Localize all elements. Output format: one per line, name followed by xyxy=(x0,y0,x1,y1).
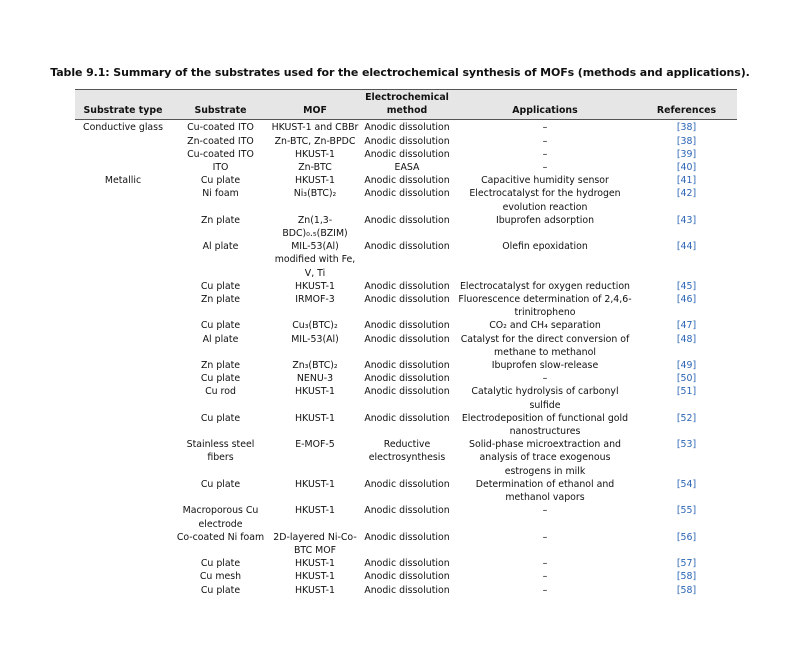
cell-reference[interactable]: [55] xyxy=(676,505,697,517)
cell-substrate: Cu mesh xyxy=(199,571,242,583)
cell-application: Capacitive humidity sensor xyxy=(481,175,609,187)
cell-substrate-type xyxy=(75,478,171,504)
cell-substrate-type xyxy=(75,333,171,359)
cell-application: – xyxy=(542,162,548,174)
cell-method: Anodic dissolution xyxy=(364,505,450,517)
cell-reference[interactable]: [56] xyxy=(676,531,697,543)
cell-application: – xyxy=(542,584,548,596)
table-row xyxy=(75,135,737,148)
cell-mof: MIL-53(Al) xyxy=(291,333,339,345)
cell-substrate-type xyxy=(75,161,171,174)
cell-method: Anodic dissolution xyxy=(364,558,450,570)
cell-mof: HKUST-1 xyxy=(295,505,335,517)
cell-substrate: Macroporous Cu electrode xyxy=(182,505,259,530)
cell-method: Anodic dissolution xyxy=(364,373,450,385)
cell-substrate: Co-coated Ni foam xyxy=(176,531,265,543)
cell-substrate: Zn-coated ITO xyxy=(187,135,254,147)
cell-application: Catalyst for the direct conversion of methane to methanol xyxy=(460,333,630,358)
cell-substrate: Cu-coated ITO xyxy=(187,122,254,134)
cell-substrate-type xyxy=(75,359,171,372)
cell-reference[interactable]: [58] xyxy=(676,571,697,583)
cell-application: – xyxy=(542,373,548,385)
cell-method: Anodic dissolution xyxy=(364,386,450,398)
cell-reference[interactable]: [46] xyxy=(676,294,697,306)
cell-substrate-type: Conductive glass xyxy=(83,122,163,134)
cell-mof: IRMOF-3 xyxy=(295,294,335,306)
table-caption: Table 9.1: Summary of the substrates used for the electrochemical synthesis of MOFs (methods and applications). xyxy=(50,66,750,79)
header-applications: Applications xyxy=(454,104,636,120)
cell-substrate: Zn plate xyxy=(200,360,241,372)
cell-method: EASA xyxy=(394,162,420,174)
cell-method: Anodic dissolution xyxy=(364,188,450,200)
cell-substrate-type xyxy=(75,240,171,280)
cell-mof: Zn-BTC xyxy=(298,162,332,174)
cell-substrate: Zn plate xyxy=(200,294,241,306)
cell-application: Electrocatalyst for oxygen reduction xyxy=(460,280,630,292)
cell-method: Anodic dissolution xyxy=(364,320,450,332)
table-row xyxy=(75,557,737,570)
cell-mof: HKUST-1 xyxy=(295,571,335,583)
cell-substrate-type xyxy=(75,293,171,319)
cell-method: Anodic dissolution xyxy=(364,412,450,424)
table-row xyxy=(75,372,737,385)
header-spacer xyxy=(454,90,636,105)
cell-reference[interactable]: [54] xyxy=(676,478,697,490)
cell-reference[interactable]: [38] xyxy=(676,135,697,147)
cell-reference[interactable]: [50] xyxy=(676,373,697,385)
cell-reference[interactable]: [58] xyxy=(676,584,697,596)
table-row xyxy=(75,174,737,187)
cell-reference[interactable]: [53] xyxy=(676,439,697,451)
header-spacer xyxy=(270,90,360,105)
cell-reference[interactable]: [43] xyxy=(676,214,697,226)
cell-method: Anodic dissolution xyxy=(364,148,450,160)
table-row xyxy=(75,240,737,280)
cell-mof: HKUST-1 xyxy=(295,584,335,596)
mof-summary-table xyxy=(75,89,737,597)
cell-substrate-type xyxy=(75,280,171,293)
cell-method: Anodic dissolution xyxy=(364,135,450,147)
cell-method: Anodic dissolution xyxy=(364,122,450,134)
table-row xyxy=(75,438,737,478)
cell-mof: Ni₃(BTC)₂ xyxy=(293,188,337,200)
header-method-line2: method xyxy=(360,104,454,120)
cell-mof: HKUST-1 xyxy=(295,280,335,292)
header-method-line1: Electrochemical xyxy=(360,90,454,105)
cell-substrate-type xyxy=(75,557,171,570)
cell-mof: Zn(1,3-BDC)₀.₅(BZIM) xyxy=(282,214,348,240)
table-row xyxy=(75,319,737,332)
cell-mof: Zn₃(BTC)₂ xyxy=(292,360,338,372)
cell-application: Electrocatalyst for the hydrogen evolution reaction xyxy=(469,188,621,213)
cell-reference[interactable]: [40] xyxy=(676,162,697,174)
cell-substrate-type xyxy=(75,385,171,411)
cell-application: Electrodeposition of functional gold nanostructures xyxy=(461,412,629,438)
cell-substrate: Cu plate xyxy=(200,280,241,292)
cell-mof: HKUST-1 xyxy=(295,175,335,187)
cell-application: Ibuprofen slow-release xyxy=(491,360,599,372)
cell-substrate-type xyxy=(75,504,171,530)
table-row xyxy=(75,161,737,174)
header-spacer xyxy=(171,90,270,105)
cell-application: Determination of ethanol and methanol vapors xyxy=(475,478,615,504)
cell-mof: HKUST-1 xyxy=(295,386,335,398)
table-row xyxy=(75,333,737,359)
cell-substrate: ITO xyxy=(212,162,229,174)
cell-method: Anodic dissolution xyxy=(364,333,450,345)
cell-mof: HKUST-1 xyxy=(295,558,335,570)
header-mof: MOF xyxy=(270,104,360,120)
cell-mof: NENU-3 xyxy=(296,373,334,385)
table-row xyxy=(75,478,737,504)
table-row xyxy=(75,570,737,583)
cell-substrate: Cu rod xyxy=(205,386,236,398)
cell-reference[interactable]: [51] xyxy=(676,386,697,398)
cell-reference[interactable]: [38] xyxy=(676,122,697,134)
table-row xyxy=(75,214,737,240)
cell-substrate: Zn plate xyxy=(200,214,241,226)
cell-substrate: Stainless steel fibers xyxy=(186,439,255,464)
cell-method: Anodic dissolution xyxy=(364,531,450,543)
cell-substrate-type xyxy=(75,187,171,213)
table-row xyxy=(75,359,737,372)
table-row xyxy=(75,148,737,161)
cell-reference[interactable]: [49] xyxy=(676,360,697,372)
header-spacer xyxy=(75,90,171,105)
cell-application: CO₂ and CH₄ separation xyxy=(489,320,601,332)
table-row xyxy=(75,280,737,293)
cell-method: Anodic dissolution xyxy=(364,294,450,306)
cell-reference[interactable]: [39] xyxy=(676,148,697,160)
table-row xyxy=(75,385,737,411)
table-row xyxy=(75,187,737,213)
cell-substrate-type xyxy=(75,412,171,438)
cell-method: Anodic dissolution xyxy=(364,584,450,596)
cell-substrate: Cu plate xyxy=(200,584,241,596)
table-row xyxy=(75,504,737,530)
cell-substrate-type xyxy=(75,214,171,240)
cell-reference[interactable]: [41] xyxy=(676,175,697,187)
cell-method: Anodic dissolution xyxy=(364,360,450,372)
table-row xyxy=(75,293,737,319)
cell-application: Solid-phase microextraction and analysis of trace exogenous estrogens in milk xyxy=(469,439,621,477)
cell-reference[interactable]: [57] xyxy=(676,558,697,570)
cell-application: – xyxy=(542,531,548,543)
table-body xyxy=(75,120,737,597)
cell-substrate: Al plate xyxy=(202,333,239,345)
cell-application: – xyxy=(542,558,548,570)
cell-reference[interactable]: [42] xyxy=(676,188,697,200)
cell-mof: Zn-BTC, Zn-BPDC xyxy=(274,135,356,147)
cell-substrate: Cu plate xyxy=(200,478,241,490)
cell-application: Olefin epoxidation xyxy=(502,241,588,253)
table-row xyxy=(75,531,737,557)
cell-substrate: Cu plate xyxy=(200,320,241,332)
cell-mof: HKUST-1 xyxy=(295,412,335,424)
cell-substrate: Cu plate xyxy=(200,373,241,385)
cell-application: – xyxy=(542,135,548,147)
cell-mof: HKUST-1 and CBBr xyxy=(271,122,359,134)
cell-substrate: Cu plate xyxy=(200,175,241,187)
cell-substrate-type xyxy=(75,319,171,332)
header-spacer xyxy=(636,90,737,105)
cell-application: – xyxy=(542,571,548,583)
cell-substrate: Al plate xyxy=(202,241,239,253)
header-substrate: Substrate xyxy=(171,104,270,120)
cell-substrate-type xyxy=(75,135,171,148)
cell-mof: E-MOF-5 xyxy=(295,439,335,451)
cell-reference[interactable]: [44] xyxy=(676,241,697,253)
cell-method: Anodic dissolution xyxy=(364,571,450,583)
cell-application: – xyxy=(542,122,548,134)
cell-application: Ibuprofen adsorption xyxy=(495,214,595,226)
cell-substrate-type xyxy=(75,584,171,597)
cell-application: Fluorescence determination of 2,4,6-trinitropheno xyxy=(458,294,632,319)
table-row xyxy=(75,412,737,438)
cell-substrate-type xyxy=(75,570,171,583)
cell-reference[interactable]: [48] xyxy=(676,333,697,345)
cell-method: Anodic dissolution xyxy=(364,214,450,226)
cell-application: Catalytic hydrolysis of carbonyl sulfide xyxy=(471,386,619,411)
cell-substrate: Cu plate xyxy=(200,412,241,424)
cell-mof: 2D-layered Ni-Co-BTC MOF xyxy=(273,531,357,556)
cell-substrate: Cu-coated ITO xyxy=(187,148,254,160)
cell-method: Anodic dissolution xyxy=(364,175,450,187)
cell-substrate-type: Metallic xyxy=(104,175,142,187)
cell-reference[interactable]: [45] xyxy=(676,280,697,292)
cell-substrate-type xyxy=(75,531,171,557)
cell-substrate: Ni foam xyxy=(202,188,239,200)
table-row xyxy=(75,120,737,135)
header-references: References xyxy=(636,104,737,120)
cell-reference[interactable]: [52] xyxy=(676,412,697,424)
cell-method: Reductive electrosynthesis xyxy=(368,439,446,464)
cell-method: Anodic dissolution xyxy=(364,280,450,292)
cell-application: – xyxy=(542,148,548,160)
cell-method: Anodic dissolution xyxy=(364,241,450,253)
cell-mof: Cu₃(BTC)₂ xyxy=(292,320,338,332)
cell-substrate: Cu plate xyxy=(200,558,241,570)
cell-substrate-type xyxy=(75,148,171,161)
cell-mof: HKUST-1 xyxy=(295,478,335,490)
table-row xyxy=(75,584,737,597)
cell-mof: MIL-53(Al) modified with Fe, V, Ti xyxy=(274,241,356,279)
cell-mof: HKUST-1 xyxy=(295,148,335,160)
cell-method: Anodic dissolution xyxy=(364,478,450,490)
cell-application: – xyxy=(542,505,548,517)
cell-substrate-type xyxy=(75,372,171,385)
cell-reference[interactable]: [47] xyxy=(676,320,697,332)
header-substrate-type: Substrate type xyxy=(75,104,171,120)
cell-substrate-type xyxy=(75,438,171,478)
